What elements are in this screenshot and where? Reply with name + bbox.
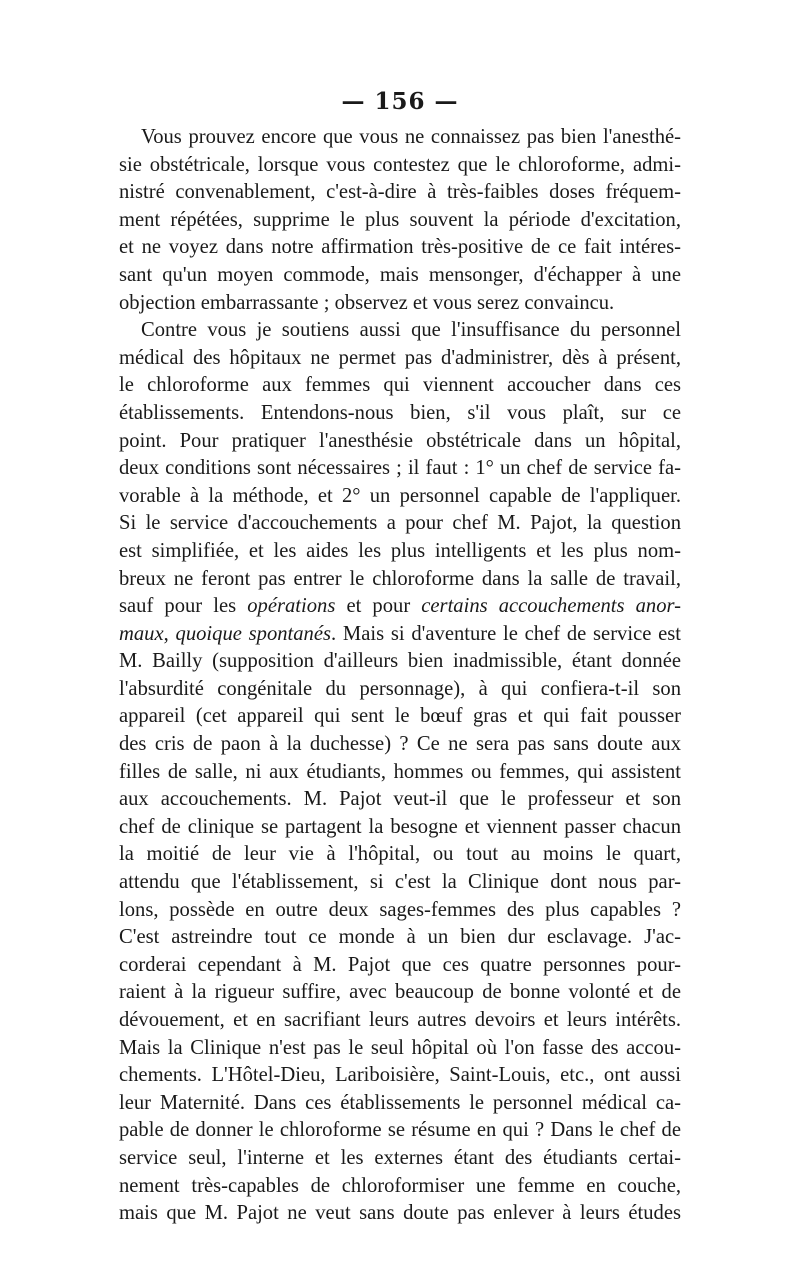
text-line: M. Bailly (supposition d'ailleurs bien inadmissible, étant donnée	[119, 650, 681, 673]
text-line: dévouement, et en sacrifiant leurs autres devoirs et leurs intérêts.	[119, 1009, 681, 1031]
text-line: filles de salle, ni aux étudiants, hommes ou femmes, qui assistent	[119, 760, 681, 783]
text-line: chef de clinique se partagent la besogne et viennent passer chacun	[119, 815, 681, 838]
text-line: ment répétées, supprime le plus souvent la période d'excitation,	[119, 208, 681, 231]
text-line: sant qu'un moyen commode, mais mensonger, d'échapper à une	[119, 263, 681, 286]
text-line: sauf pour les opérations et pour certains accouchements anor-	[119, 595, 681, 618]
text-line: établissements. Entendons-nous bien, s'il vous plaît, sur ce	[119, 401, 681, 424]
text-line: la moitié de leur vie à l'hôpital, ou tout au moins le quart,	[119, 843, 681, 866]
text-line: Mais la Clinique n'est pas le seul hôpital où l'on fasse des accou-	[119, 1036, 681, 1059]
text-line: breux ne feront pas entrer le chloroforme dans la salle de travail,	[119, 567, 681, 590]
text-line: l'absurdité congénitale du personnage), à qui confiera-t-il son	[119, 677, 681, 700]
text-line: est simplifiée, et les aides les plus intelligents et les plus nom-	[119, 539, 681, 562]
text-line: aux accouchements. M. Pajot veut-il que le professeur et son	[119, 788, 681, 811]
text-line: des cris de paon à la duchesse) ? Ce ne sera pas sans doute aux	[119, 733, 681, 756]
text-line: pable de donner le chloroforme se résume en qui ? Dans le chef de	[119, 1119, 681, 1142]
text-line: le chloroforme aux femmes qui viennent accoucher dans ces	[119, 374, 681, 397]
text-line: Vous prouvez encore que vous ne connaissez pas bien l'anesthé-	[141, 126, 681, 148]
body-text	[119, 124, 681, 1228]
text-line: Si le service d'accouchements a pour chef M. Pajot, la question	[119, 512, 681, 535]
text-line: nistré convenablement, c'est-à-dire à très-faibles doses fréquem-	[119, 181, 681, 204]
text-line: sie obstétricale, lorsque vous contestez que le chloroforme, admi-	[119, 153, 681, 176]
text-line: corderai cependant à M. Pajot que ces quatre personnes pour-	[119, 953, 681, 976]
text-line: vorable à la méthode, et 2° un personnel capable de l'appliquer.	[119, 484, 681, 507]
page-number: — 156 —	[341, 88, 459, 115]
text-line: leur Maternité. Dans ces établissements le personnel médical ca-	[119, 1091, 681, 1114]
text-line: raient à la rigueur suffire, avec beaucoup de bonne volonté et de	[119, 981, 681, 1004]
text-line: mais que M. Pajot ne veut sans doute pas enlever à leurs études	[119, 1202, 681, 1225]
text-line: lons, possède en outre deux sages-femmes des plus capables ?	[119, 898, 681, 921]
text-line: et ne voyez dans notre affirmation très-positive de ce fait intéres-	[119, 236, 681, 259]
text-line: médical des hôpitaux ne permet pas d'administrer, dès à présent,	[119, 346, 681, 369]
text-line: point. Pour pratiquer l'anesthésie obstétricale dans un hôpital,	[119, 429, 681, 452]
text-line: chements. L'Hôtel-Dieu, Lariboisière, Saint-Louis, etc., ont aussi	[119, 1064, 681, 1087]
text-line: attendu que l'établissement, si c'est la Clinique dont nous par-	[119, 871, 681, 894]
text-line: service seul, l'interne et les externes étant des étudiants certai-	[119, 1146, 681, 1169]
text-line: deux conditions sont nécessaires ; il faut : 1° un chef de service fa-	[119, 457, 681, 480]
text-line: objection embarrassante ; observez et vous serez convaincu.	[119, 291, 615, 314]
text-line: maux, quoique spontanés. Mais si d'aventure le chef de service est	[119, 622, 681, 645]
text-line: C'est astreindre tout ce monde à un bien dur esclavage. J'ac-	[119, 926, 681, 949]
text-line: nement très-capables de chloroformiser une femme en couche,	[119, 1174, 681, 1197]
text-line: Contre vous je soutiens aussi que l'insuffisance du personnel	[141, 319, 681, 342]
text-line: appareil (cet appareil qui sent le bœuf gras et qui fait pousser	[119, 705, 681, 728]
